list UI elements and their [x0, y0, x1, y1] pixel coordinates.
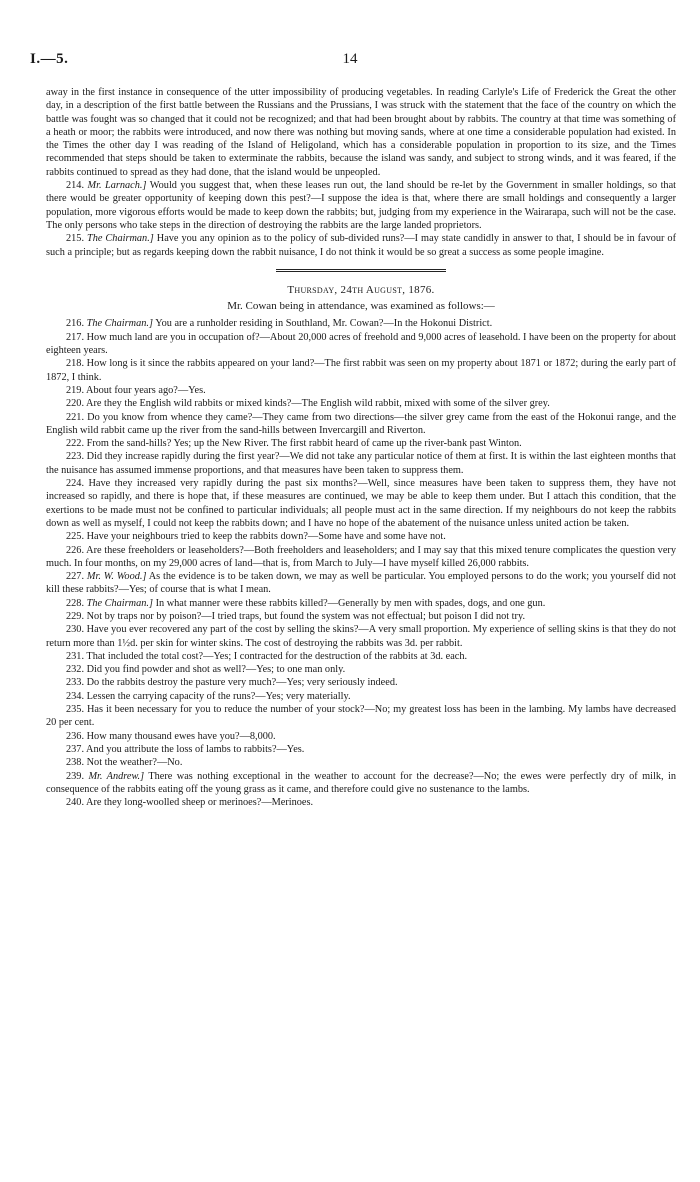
witness-intro: Mr. Cowan being in attendance, was examined as follows:—: [227, 300, 495, 313]
question-paragraph: [46, 650, 676, 663]
page-header: [30, 53, 670, 73]
question-number: 218.: [66, 358, 85, 370]
question-paragraph: [46, 317, 676, 330]
question-text: How many thousand ewes have you?—8,000.: [86, 730, 276, 742]
question-number: 217.: [66, 331, 85, 343]
question-text: How long is it since the rabbits appeared on your land?—The first rabbit was seen on my property about 1871 or 1872; during the early part of 1872, I think.: [46, 358, 677, 383]
question-paragraph: [46, 770, 676, 797]
section-divider: [276, 269, 446, 272]
question-number: 227.: [66, 571, 85, 583]
question-paragraph: [46, 384, 676, 397]
question-text: Lessen the carrying capacity of the runs?—Yes; very materially.: [86, 690, 351, 702]
question-paragraph: [46, 450, 676, 477]
question-paragraph: [46, 357, 676, 384]
question-paragraph: [46, 331, 676, 358]
speaker-name: The Chairman.]: [86, 597, 153, 609]
question-number: 230.: [66, 624, 85, 636]
question-text: Have you ever recovered any part of the cost by selling the skins?—A very small proportion. My experience of selling skins is that they do not return more than 1½d. per skin for winter skins. The cost of destroying the rabbits was 3d. per rabbit.: [46, 624, 676, 649]
question-number: 216.: [66, 318, 85, 330]
question-paragraph: [46, 597, 676, 610]
question-number: 240.: [66, 797, 85, 809]
question-paragraph: [46, 477, 676, 530]
question-number: 231.: [66, 650, 85, 662]
question-number: 237.: [66, 743, 85, 755]
question-number: 221.: [66, 411, 85, 423]
question-text: There was nothing exceptional in the weather to account for the decrease?—No; the ewes were perfectly dry of milk, in consequence of the rabbits eating off the young grass as it came, and therefore could give no sustenance to the lambs.: [46, 770, 676, 795]
question-paragraph: 214. Mr. Larnach.] Would you suggest that, when these leases run out, the land should be re-let by the Government in smaller holdings, so that there would be greater opportunity of keeping down this pest?—I suppose the idea is that, where there are small holdings and consequently a larger population, more vigorous efforts would be made to keep down the rabbits; but, judging from my experience in the Wairarapa, such will not be the case. The only persons who take steps in the direction of destroying the rabbits are the large landed proprietors.: [46, 180, 677, 231]
question-paragraph: [46, 610, 676, 623]
question-number: 234.: [66, 690, 85, 702]
question-number: 228.: [66, 597, 85, 609]
question-text: Have they increased very rapidly during the past six months?—Well, since measures have been taken to suppress them, they have not increased so rapidly, and there is hope that, if these measures are continued, we may be able to keep them under. But I attach this condition, that the exertions to be made must not be confined to particular individuals; all people must act in the same direction. If my neighbours do not keep the rabbits down as well as myself, I could not keep the rabbits down; and I have no hope of the abatement of the nuisance unless united action be taken.: [46, 478, 676, 529]
qa-list: [46, 317, 676, 809]
question-text: About four years ago?—Yes.: [86, 384, 206, 396]
question-text: Not by traps nor by poison?—I tried traps, but found the system was not effectual; but poison I did not try.: [86, 610, 526, 622]
question-paragraph: [46, 411, 676, 438]
question-text: From the sand-hills? Yes; up the New River. The first rabbit heard of came up the river-bank past Winton.: [86, 438, 522, 450]
question-paragraph: [46, 623, 676, 650]
question-number: 225.: [66, 531, 85, 543]
question-text: Are they long-woolled sheep or merinoes?—Merinoes.: [86, 797, 314, 809]
question-number: 235.: [66, 704, 85, 716]
question-text: Are they the English wild rabbits or mixed kinds?—The English wild rabbit, mixed with some of the silver grey.: [86, 398, 550, 410]
question-paragraph: [46, 530, 676, 543]
question-text: Have your neighbours tried to keep the rabbits down?—Some have and some have not.: [86, 531, 446, 543]
question-number: 236.: [66, 730, 85, 742]
question-text: In what manner were these rabbits killed?—Generally by men with spades, dogs, and one gun.: [155, 597, 546, 609]
document-reference: I.—5.: [30, 51, 69, 67]
question-text: As the evidence is to be taken down, we may as well be particular. You employed persons to do the work; you yourself did not kill these rabbits?—Yes; of course that is what I mean.: [46, 571, 677, 596]
speaker-name: The Chairman.]: [86, 318, 153, 330]
question-paragraph: 215. The Chairman.] Have you any opinion as to the policy of sub-divided runs?—I may state candidly in answer to that, I should be in favour of such a principle; but as regards keeping down the rabbit nuisance, I do not think it would be so great a success as some people imagine.: [46, 233, 677, 258]
question-paragraph: [46, 796, 676, 809]
question-number: 224.: [66, 478, 85, 490]
question-paragraph: [46, 690, 676, 703]
question-number: 229.: [66, 610, 85, 622]
question-text: You are a runholder residing in Southland, Mr. Cowan?—In the Hokonui District.: [155, 318, 493, 330]
question-paragraph: [46, 437, 676, 450]
continued-paragraph: away in the first instance in consequence of the utter impossibility of producing vegetables. In reading Carlyle's Life of Frederick the Great the other day, in a description of the first battle between the Russians and the Prussians, I was struck with the statement that the face of the country on which the battle was fought was so changed that it could not be recognized; and that had been brought about by rabbits. The country at that time was something of a heath or moor; the rabbits were introduced, and now there was nothing but moving sands, where at one time a considerable population had existed. In the Times the other day I was reading of the Island of Heligoland, which has a considerable population in proportion to its size, and the Times recommended that steps should be taken to exterminate the rabbits, because the island was sandy, and subject to strong winds, and it was feared, if the rabbits continued to spread as they had done, that the island would be unpeopled.: [46, 87, 676, 178]
question-number: 238.: [66, 757, 85, 769]
question-number: 232.: [66, 664, 85, 676]
question-number: 222.: [66, 438, 85, 450]
question-text: Are these freeholders or leaseholders?—Both freeholders and leaseholders; and I may say that this mixed tenure complicates the question very much. In four months, on my 29,000 acres of land—that is, from March to July—I have myself killed 26,000 rabbits.: [46, 544, 676, 569]
question-text: How much land are you in occupation of?—About 20,000 acres of freehold and 9,000 acres of leasehold. I have been on the property for about eighteen years.: [46, 331, 676, 357]
question-text: Has it been necessary for you to reduce the number of your stock?—No; my greatest loss has been in the lambing. My lambs have decreased 20 per cent.: [46, 704, 676, 729]
question-text: And you attribute the loss of lambs to rabbits?—Yes.: [86, 743, 305, 755]
question-number: 220.: [66, 398, 85, 410]
question-paragraph: [46, 730, 676, 743]
question-text: Did you find powder and shot as well?—Yes; to one man only.: [86, 664, 346, 676]
question-text: Do the rabbits destroy the pasture very much?—Yes; very seriously indeed.: [86, 677, 398, 689]
question-paragraph: [46, 570, 676, 597]
question-number: 219.: [66, 384, 85, 396]
session-date: Thursday, 24th August, 1876.: [287, 283, 435, 296]
question-number: 223.: [66, 451, 85, 463]
speaker-name: Mr. W. Wood.]: [86, 571, 147, 583]
question-number: 226.: [66, 544, 85, 556]
question-text: Did they increase rapidly during the first year?—We did not take any particular notice of them at first. It is within the last eighteen months that the nuisance has assumed immense proportions, and that measures have been taken to suppress them.: [46, 451, 676, 476]
question-paragraph: [46, 544, 676, 571]
question-text: That included the total cost?—Yes; I contracted for the destruction of the rabbits at 3d. each.: [86, 650, 468, 662]
question-number: 233.: [66, 677, 85, 689]
document-body: [46, 86, 676, 809]
question-paragraph: [46, 676, 676, 689]
question-paragraph: [46, 743, 676, 756]
speaker-name: Mr. Andrew.]: [88, 770, 145, 782]
question-text: Do you know from whence they came?—They came from two directions—the silver grey came from the east of the Hokonui range, and the English wild rabbit came up the river from the sand-hills between Invercargill and Riverton.: [46, 411, 677, 436]
question-text: Not the weather?—No.: [86, 757, 183, 769]
page-number: 14: [342, 51, 358, 67]
question-paragraph: [46, 756, 676, 769]
question-paragraph: [46, 663, 676, 676]
question-paragraph: [46, 703, 676, 730]
question-paragraph: [46, 397, 676, 410]
question-number: 239.: [66, 770, 85, 782]
